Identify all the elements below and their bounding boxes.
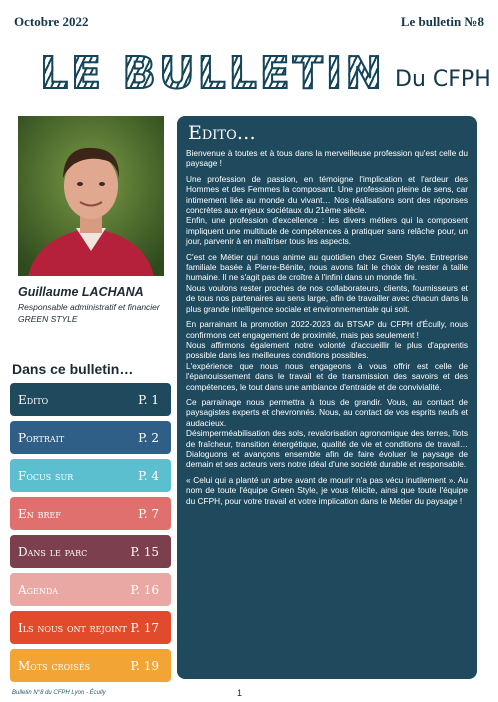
toc-item-page: P. 19 <box>130 658 159 673</box>
masthead-subtitle: Du CFPH <box>395 67 491 92</box>
toc-item-label: Agenda <box>18 582 59 597</box>
toc-item[interactable] <box>10 535 171 568</box>
toc-item-label: Portrait <box>18 430 65 445</box>
portrait-illustration <box>18 116 164 276</box>
toc-item-page: P. 16 <box>130 582 159 597</box>
profile-company: GREEN STYLE <box>18 314 78 324</box>
toc-item-label: Ils nous ont rejoint <box>18 620 127 635</box>
page-number: 1 <box>237 688 243 698</box>
toc-item-label: Dans le parc <box>18 544 88 559</box>
toc-item-page: P. 7 <box>138 506 159 521</box>
editorial-paragraph: C'est ce Métier qui nous anime au quotidien chez Green Style. Entreprise familiale basée à Pierre-Bénite, nous avons fait le choix de rester à taille humaine. Il ne s'agit pas de croître à l'infini dans un monde fini. Nous voulons rester proches de nos collaborateurs, clients, fournisseurs et de tous nos partenaires au sens large, afin de travailler avec chacun dans la plus grande intelligence sociale et environnementale qui soit. <box>186 251 468 314</box>
toc-item-page: P. 4 <box>138 468 159 483</box>
toc-item-label: En bref <box>18 506 61 521</box>
masthead-title: LE BULLETIN <box>40 48 386 99</box>
editorial-box <box>177 116 477 679</box>
profile-name: Guillaume LACHANA <box>18 285 144 299</box>
toc-item[interactable] <box>10 649 171 682</box>
editorial-heading: Edito… <box>188 122 256 144</box>
toc-title: Dans ce bulletin… <box>12 361 134 377</box>
toc-item-page: P. 2 <box>138 430 159 445</box>
profile-job-title: Responsable administratif et financier <box>18 302 160 312</box>
toc-item[interactable] <box>10 497 171 530</box>
editorial-paragraph: En parrainant la promotion 2022-2023 du BTSAP du CFPH d'Écully, nous confirmons cet engagement de proximité, mais pas seulement ! Nous affirmons également notre volonté d'accueillir le plus d'apprentis possible dans les meilleures conditions possibles. L'expérience que nous nous engageons à vous offrir est celle de l'épanouissement dans le travail et de transmission des savoirs et des compétences, le tout dans une ambiance d'entraide et de convivialité. <box>186 319 468 392</box>
masthead <box>40 44 491 99</box>
toc-item-page: P. 15 <box>130 544 159 559</box>
toc-item-label: Mots croisés <box>18 658 91 673</box>
editorial-paragraph: Une profession de passion, en témoigne l'implication et l'ardeur des Hommes et des Femmes la composant. Une profession pleine de sens, car intimement liée au monde du vivant… Nos réalisations sont des réponses concrètes aux enjeux sociétaux du 21ème siècle. Enfin, une profession d'excellence : les divers métiers qui la composent impliquent une multitude de compétences à pratiquer sans relâche pour, un jour, parvenir à en maîtriser tous les aspects. <box>186 173 468 247</box>
toc-item[interactable] <box>10 421 171 454</box>
toc-item[interactable] <box>10 383 171 416</box>
issue-date: Octobre 2022 <box>14 14 89 29</box>
footer-text: Bulletin N°8 du CFPH Lyon - Écully <box>12 690 106 696</box>
editorial-paragraph: Ce parrainage nous permettra à tous de grandir. Vous, au contact de paysagistes experts et chevronnés. Nous, au contact de vos esprits neufs et audacieux. Désimperméabilisation des sols, revalorisation agronomique des terres, îlots de fraîcheur, transition énergétique, qualité de vie et conditions de travail… Dialoguons et avançons ensemble afin de faire évoluer le paysage de demain et ses acteurs vers notre idéal d'une société durable et responsable. <box>186 396 468 470</box>
table-of-contents <box>10 383 171 687</box>
toc-item-page: P. 1 <box>138 392 159 407</box>
toc-item[interactable] <box>10 611 171 644</box>
editorial-paragraph: Bienvenue à toutes et à tous dans la merveilleuse profession qu'est celle du paysage ! <box>186 148 468 169</box>
toc-item-label: Focus sur <box>18 468 74 483</box>
toc-item-label: Edito <box>18 392 49 407</box>
profile-role <box>18 301 188 325</box>
toc-item[interactable] <box>10 573 171 606</box>
toc-item[interactable] <box>10 459 171 492</box>
toc-item-page: P. 17 <box>130 620 159 635</box>
issue-number: Le bulletin №8 <box>400 14 484 29</box>
portrait-photo <box>18 116 164 276</box>
editorial-body <box>186 148 468 506</box>
editorial-paragraph: « Celui qui a planté un arbre avant de mourir n'a pas vécu inutilement ». Au nom de toute l'équipe Green Style, je vous félicite, ainsi que toute l'équipe du CFPH, pour votre travail et votre implication dans le Métier du paysage ! <box>186 474 468 506</box>
